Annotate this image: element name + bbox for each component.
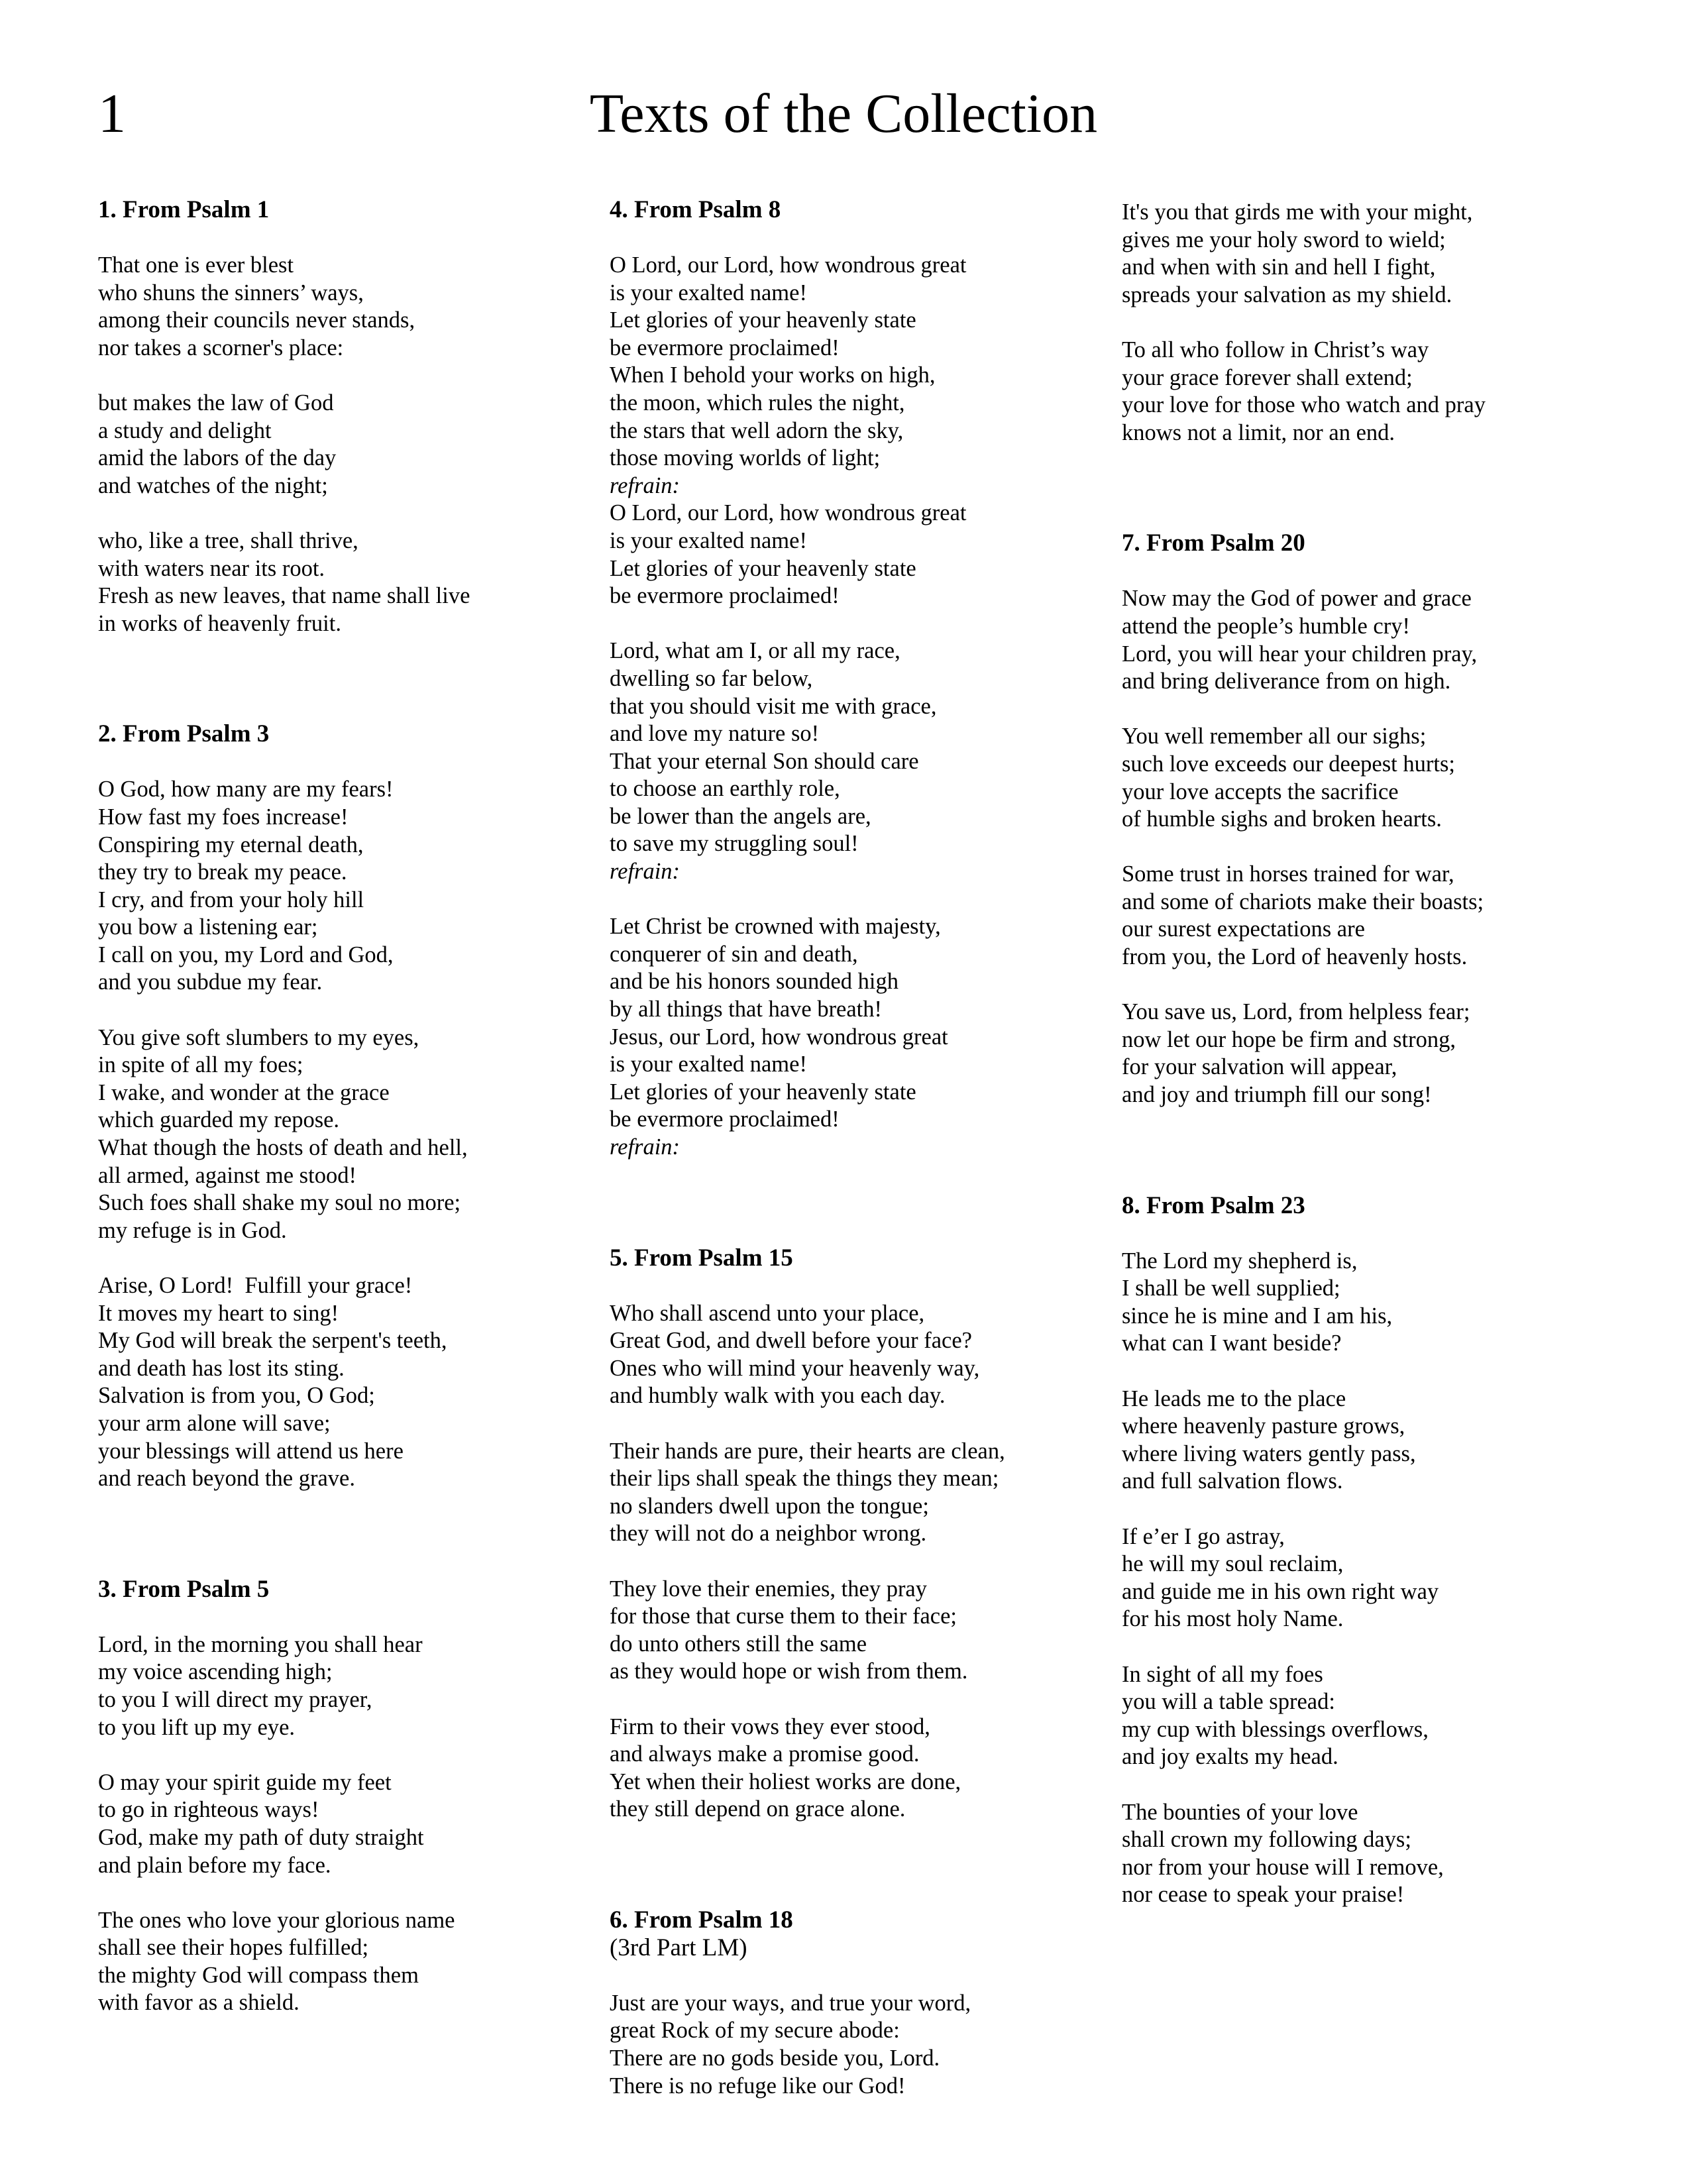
verse-line: who, like a tree, shall thrive,	[98, 527, 358, 553]
verse-line: Now may the God of power and grace	[1122, 586, 1472, 612]
verse-line: and humbly walk with you each day.	[610, 1383, 946, 1409]
verse-line: Such foes shall shake my soul no more;	[98, 1190, 461, 1216]
verse-line: from you, the Lord of heavenly hosts.	[1122, 944, 1468, 970]
stanza	[610, 1714, 1087, 1824]
verse-line: now let our hope be firm and strong,	[1122, 1026, 1456, 1052]
refrain-marker: refrain:	[610, 1134, 680, 1160]
verse-line: as they would hope or wish from them.	[610, 1659, 968, 1684]
verse-line: and full salvation flows.	[1122, 1468, 1343, 1494]
verse-line: where heavenly pasture grows,	[1122, 1413, 1405, 1439]
psalm-heading: 3. From Psalm 5	[98, 1575, 270, 1603]
verse-line: Lord, what am I, or all my race,	[610, 638, 900, 664]
verse-line: the moon, which rules the night,	[610, 390, 905, 415]
verse-line: and when with sin and hell I fight,	[1122, 254, 1436, 280]
verse-line: attend the people’s humble cry!	[1122, 613, 1410, 639]
stanza	[610, 1438, 1087, 1548]
verse-line: my cup with blessings overflows,	[1122, 1716, 1429, 1742]
verse-line: Fresh as new leaves, that name shall live	[98, 583, 470, 609]
psalm-heading: 6. From Psalm 18	[610, 1906, 793, 1934]
psalm-subheading: (3rd Part LM)	[610, 1934, 747, 1961]
verse-line: a study and delight	[98, 417, 272, 443]
stanza	[98, 252, 575, 362]
refrain-marker: refrain:	[610, 859, 680, 885]
psalm-section	[610, 1906, 1087, 2100]
verse-line: and bring deliverance from on high.	[1122, 669, 1451, 694]
verse-line: I shall be well supplied;	[1122, 1276, 1340, 1301]
verse-line: It moves my heart to sing!	[98, 1300, 339, 1326]
verse-line: they still depend on grace alone.	[610, 1796, 906, 1822]
verse-line: do unto others still the same	[610, 1631, 867, 1657]
stanza	[610, 913, 1087, 1161]
psalm-heading: 8. From Psalm 23	[1122, 1191, 1305, 1219]
verse-line: Arise, O Lord! Fulfill your grace!	[98, 1273, 413, 1298]
verse-line: be evermore proclaimed!	[610, 583, 840, 609]
verse-line: Let Christ be crowned with majesty,	[610, 914, 941, 940]
verse-line: Let glories of your heavenly state	[610, 1079, 916, 1105]
verse-line: and some of chariots make their boasts;	[1122, 889, 1484, 914]
verse-line: no slanders dwell upon the tongue;	[610, 1493, 929, 1519]
verse-line: you bow a listening ear;	[98, 914, 318, 940]
verse-line: If e’er I go astray,	[1122, 1523, 1285, 1549]
stanza	[98, 1631, 575, 1741]
verse-line: I call on you, my Lord and God,	[98, 942, 394, 967]
stanza	[610, 1990, 1087, 2100]
verse-line: O may your spirit guide my feet	[98, 1769, 392, 1795]
stanza	[1122, 1661, 1625, 1771]
verse-line: There are no gods beside you, Lord.	[610, 2046, 940, 2071]
verse-line: Who shall ascend unto your place,	[610, 1300, 925, 1326]
psalm-heading: 4. From Psalm 8	[610, 196, 781, 223]
verse-line: great Rock of my secure abode:	[610, 2018, 900, 2044]
verse-line: The ones who love your glorious name	[98, 1907, 455, 1933]
verse-line: to go in righteous ways!	[98, 1797, 319, 1823]
verse-line: with waters near its root.	[98, 555, 325, 581]
verse-line: to you I will direct my prayer,	[98, 1686, 372, 1712]
verse-line: your love for those who watch and pray	[1122, 392, 1486, 418]
psalm-heading: 1. From Psalm 1	[98, 196, 270, 223]
verse-line: How fast my foes increase!	[98, 804, 349, 830]
verse-line: Yet when their holiest works are done,	[610, 1769, 961, 1794]
psalm-section	[1122, 529, 1625, 1109]
stanza	[98, 1769, 575, 1879]
verse-line: be evermore proclaimed!	[610, 335, 840, 360]
verse-line: My God will break the serpent's teeth,	[98, 1328, 447, 1354]
verse-line: shall see their hopes fulfilled;	[98, 1935, 369, 1961]
verse-line: and love my nature so!	[610, 721, 820, 747]
verse-line: conquerer of sin and death,	[610, 941, 858, 967]
verse-line: amid the labors of the day	[98, 445, 337, 471]
verse-line: nor from your house will I remove,	[1122, 1854, 1444, 1880]
verse-line: O God, how many are my fears!	[98, 777, 394, 802]
verse-line: and you subdue my fear.	[98, 969, 323, 995]
verse-line: Jesus, our Lord, how wondrous great	[610, 1024, 948, 1050]
stanza	[1122, 337, 1625, 447]
verse-line: they will not do a neighbor wrong.	[610, 1521, 927, 1547]
verse-line: What though the hosts of death and hell,	[98, 1135, 468, 1161]
verse-line: The bounties of your love	[1122, 1799, 1358, 1825]
psalm-section	[1122, 199, 1625, 447]
psalm-heading: 2. From Psalm 3	[98, 720, 270, 748]
stanza	[1122, 723, 1625, 833]
psalm-section	[1122, 1192, 1625, 1909]
stanza	[1122, 999, 1625, 1109]
verse-line: our surest expectations are	[1122, 916, 1365, 942]
verse-line: is your exalted name!	[610, 527, 807, 553]
verse-line: who shuns the sinners’ ways,	[98, 280, 364, 305]
stanza	[610, 1300, 1087, 1410]
verse-line: their lips shall speak the things they mean;	[610, 1466, 999, 1492]
psalm-section	[610, 1244, 1087, 1824]
verse-line: In sight of all my foes	[1122, 1661, 1323, 1687]
verse-line: nor cease to speak your praise!	[1122, 1882, 1405, 1908]
stanza	[98, 776, 575, 997]
verse-line: O Lord, our Lord, how wondrous great	[610, 500, 967, 526]
verse-line: I wake, and wonder at the grace	[98, 1079, 390, 1105]
column-3	[1122, 199, 1625, 1909]
verse-line: That your eternal Son should care	[610, 748, 919, 774]
verse-line: shall crown my following days;	[1122, 1827, 1411, 1853]
verse-line: my refuge is in God.	[98, 1217, 287, 1243]
verse-line: be evermore proclaimed!	[610, 1107, 840, 1132]
verse-line: knows not a limit, nor an end.	[1122, 419, 1395, 445]
verse-line: It's you that girds me with your might,	[1122, 199, 1473, 225]
stanza	[98, 527, 575, 637]
stanza	[1122, 585, 1625, 695]
verse-line: Ones who will mind your heavenly way,	[610, 1355, 980, 1381]
verse-line: the mighty God will compass them	[98, 1962, 419, 1988]
verse-line: Salvation is from you, O God;	[98, 1383, 375, 1409]
stanza	[98, 1907, 575, 2017]
verse-line: and joy and triumph fill our song!	[1122, 1082, 1432, 1108]
stanza	[610, 1576, 1087, 1686]
verse-line: those moving worlds of light;	[610, 445, 881, 471]
verse-line: for his most holy Name.	[1122, 1606, 1344, 1632]
verse-line: O Lord, our Lord, how wondrous great	[610, 252, 967, 278]
column-1	[98, 196, 575, 2017]
page-number: 1	[98, 83, 126, 144]
stanza	[1122, 861, 1625, 971]
page-title: Texts of the Collection	[589, 83, 1098, 144]
verse-line: the stars that well adorn the sky,	[610, 417, 904, 443]
verse-line: they try to break my peace.	[98, 859, 347, 885]
verse-line: Lord, you will hear your children pray,	[1122, 641, 1478, 667]
verse-line: for your salvation will appear,	[1122, 1054, 1397, 1080]
verse-line: Let glories of your heavenly state	[610, 555, 916, 581]
verse-line: your arm alone will save;	[98, 1410, 331, 1436]
verse-line: is your exalted name!	[610, 280, 807, 305]
verse-line: since he is mine and I am his,	[1122, 1303, 1393, 1329]
verse-line: among their councils never stands,	[98, 307, 415, 333]
verse-line: he will my soul reclaim,	[1122, 1551, 1344, 1577]
verse-line: To all who follow in Christ’s way	[1122, 337, 1429, 362]
verse-line: dwelling so far below,	[610, 665, 813, 691]
verse-line: where living waters gently pass,	[1122, 1441, 1416, 1466]
verse-line: and guide me in his own right way	[1122, 1578, 1439, 1604]
verse-line: be lower than the angels are,	[610, 803, 871, 829]
verse-line: Firm to their vows they ever stood,	[610, 1714, 930, 1739]
verse-line: That one is ever blest	[98, 252, 294, 278]
verse-line: and reach beyond the grave.	[98, 1466, 355, 1492]
verse-line: They love their enemies, they pray	[610, 1576, 927, 1602]
verse-line: to you lift up my eye.	[98, 1714, 296, 1740]
verse-line: you will a table spread:	[1122, 1689, 1335, 1715]
psalm-section	[610, 196, 1087, 1162]
stanza	[1122, 1523, 1625, 1633]
verse-line: with favor as a shield.	[98, 1990, 299, 2016]
verse-line: your blessings will attend us here	[98, 1438, 404, 1464]
verse-line: and death has lost its sting.	[98, 1355, 345, 1381]
psalm-section	[98, 1576, 575, 2017]
verse-line: in spite of all my foes;	[98, 1052, 303, 1078]
verse-line: He leads me to the place	[1122, 1386, 1346, 1411]
verse-line: to save my struggling soul!	[610, 831, 859, 857]
psalm-section	[98, 720, 575, 1492]
verse-line: Some trust in horses trained for war,	[1122, 861, 1454, 887]
verse-line: spreads your salvation as my shield.	[1122, 282, 1452, 307]
verse-line: and be his honors sounded high	[610, 969, 899, 995]
verse-line: but makes the law of God	[98, 390, 334, 415]
stanza	[1122, 1799, 1625, 1909]
verse-line: of humble sighs and broken hearts.	[1122, 806, 1442, 832]
psalm-section	[98, 196, 575, 637]
stanza	[1122, 199, 1625, 309]
verse-line: Conspiring my eternal death,	[98, 832, 364, 857]
verse-line: that you should visit me with grace,	[610, 693, 937, 719]
verse-line: such love exceeds our deepest hurts;	[1122, 751, 1455, 777]
verse-line: Lord, in the morning you shall hear	[98, 1631, 423, 1657]
verse-line: what can I want beside?	[1122, 1331, 1342, 1356]
verse-line: your love accepts the sacrifice	[1122, 779, 1399, 804]
verse-line: You save us, Lord, from helpless fear;	[1122, 999, 1470, 1025]
verse-line: and watches of the night;	[98, 472, 328, 498]
verse-line: You give soft slumbers to my eyes,	[98, 1024, 419, 1050]
verse-line: Let glories of your heavenly state	[610, 307, 916, 333]
verse-line: and joy exalts my head.	[1122, 1744, 1338, 1770]
verse-line: in works of heavenly fruit.	[98, 610, 341, 636]
stanza	[98, 1272, 575, 1493]
verse-line: for those that curse them to their face;	[610, 1604, 957, 1629]
verse-line: Great God, and dwell before your face?	[610, 1328, 972, 1354]
verse-line: Their hands are pure, their hearts are clean,	[610, 1438, 1005, 1464]
verse-line: The Lord my shepherd is,	[1122, 1248, 1358, 1274]
verse-line: all armed, against me stood!	[98, 1162, 356, 1188]
stanza	[98, 1024, 575, 1245]
psalm-heading: 5. From Psalm 15	[610, 1244, 793, 1272]
stanza	[1122, 1248, 1625, 1358]
verse-line: and plain before my face.	[98, 1852, 331, 1878]
verse-line: to choose an earthly role,	[610, 776, 840, 802]
psalm-heading: 7. From Psalm 20	[1122, 529, 1305, 557]
verse-line: by all things that have breath!	[610, 997, 883, 1022]
refrain-marker: refrain:	[610, 472, 680, 498]
stanza	[1122, 1386, 1625, 1496]
stanza	[610, 637, 1087, 885]
verse-line: and always make a promise good.	[610, 1741, 920, 1767]
verse-line: nor takes a scorner's place:	[98, 335, 344, 360]
verse-line: your grace forever shall extend;	[1122, 364, 1413, 390]
verse-line: my voice ascending high;	[98, 1659, 333, 1685]
stanza	[98, 390, 575, 500]
stanza	[610, 252, 1087, 610]
verse-line: I cry, and from your holy hill	[98, 887, 364, 912]
verse-line: There is no refuge like our God!	[610, 2073, 906, 2099]
verse-line: When I behold your works on high,	[610, 362, 936, 388]
verse-line: God, make my path of duty straight	[98, 1824, 424, 1850]
verse-line: which guarded my repose.	[98, 1107, 340, 1133]
verse-line: is your exalted name!	[610, 1052, 807, 1077]
verse-line: Just are your ways, and true your word,	[610, 1990, 971, 2016]
verse-line: You well remember all our sighs;	[1122, 724, 1427, 749]
verse-line: gives me your holy sword to wield;	[1122, 227, 1446, 252]
column-2	[610, 196, 1087, 2100]
